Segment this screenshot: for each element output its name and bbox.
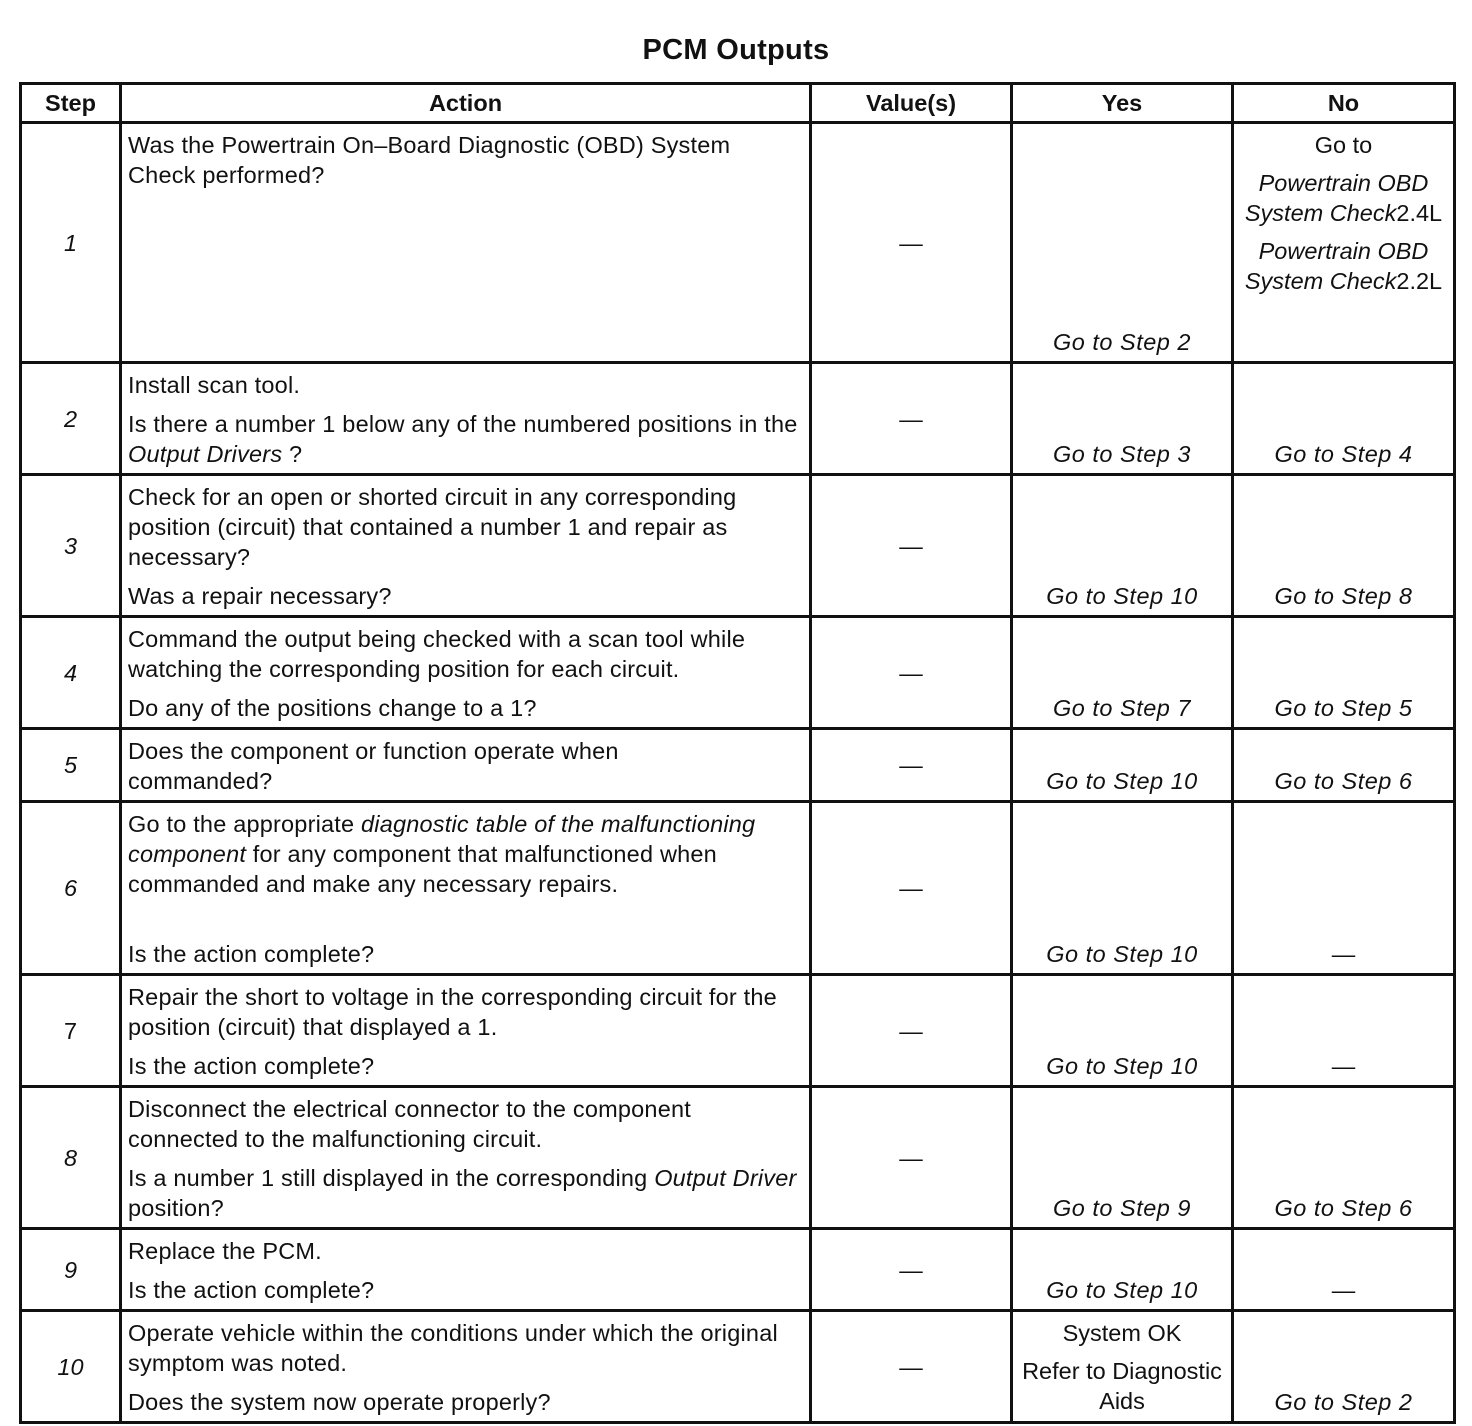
action-text: Install scan tool.: [128, 372, 301, 398]
no-link[interactable]: Go to Step 5: [1274, 695, 1413, 721]
no-link-2-2l[interactable]: Powertrain OBD System Check2.2L: [1244, 238, 1443, 294]
step-number: 4: [21, 617, 121, 729]
no-link-2-4l[interactable]: Powertrain OBD System Check2.4L: [1244, 170, 1443, 226]
action-text: Replace the PCM.: [128, 1238, 322, 1264]
yes-cell: [1012, 729, 1233, 802]
step-number: 2: [21, 363, 121, 475]
value-cell: —: [811, 802, 1012, 975]
step-number: 9: [21, 1229, 121, 1311]
no-cell: [1233, 363, 1455, 475]
yes-link[interactable]: Go to Step 10: [1046, 768, 1198, 794]
value-cell: —: [811, 617, 1012, 729]
yes-cell: [1012, 363, 1233, 475]
table-row-step-1: [21, 123, 1455, 363]
action-question: Is there a number 1 below any of the numbered positions in the Output Drivers ?: [128, 411, 798, 467]
yes-system-ok: System OK: [1062, 1320, 1182, 1346]
yes-link[interactable]: Go to Step 9: [1053, 1195, 1191, 1221]
yes-refer-link[interactable]: Refer to Diagnostic Aids: [1022, 1358, 1222, 1414]
no-link[interactable]: Go to Step 6: [1274, 768, 1413, 794]
no-link[interactable]: Go to Step 4: [1274, 441, 1413, 467]
yes-cell: [1012, 123, 1233, 363]
no-cell: [1233, 123, 1455, 363]
table-row-step-4: [21, 617, 1455, 729]
yes-link[interactable]: Go to Step 10: [1046, 1277, 1198, 1303]
step-number: 6: [21, 802, 121, 975]
no-cell: [1233, 1311, 1455, 1423]
action-text: Repair the short to voltage in the corresponding circuit for the position (circuit) that displayed a 1.: [128, 984, 777, 1040]
action-question: Is the action complete?: [128, 941, 375, 967]
step-number: 3: [21, 475, 121, 617]
header-action: Action: [121, 84, 811, 123]
no-cell: [1233, 1087, 1455, 1229]
action-text: Was the Powertrain On–Board Diagnostic (OBD) System Check performed?: [128, 132, 731, 188]
yes-link[interactable]: Go to Step 2: [1053, 329, 1191, 355]
action-cell: [121, 475, 811, 617]
table-row-step-5: [21, 729, 1455, 802]
step-number: 8: [21, 1087, 121, 1229]
yes-link[interactable]: Go to Step 10: [1046, 583, 1198, 609]
yes-cell: [1012, 475, 1233, 617]
value-cell: —: [811, 975, 1012, 1087]
header-step: Step: [21, 84, 121, 123]
no-cell: [1233, 1229, 1455, 1311]
value-cell: —: [811, 123, 1012, 363]
no-intro: Go to: [1314, 132, 1373, 158]
action-text: Disconnect the electrical connector to the component connected to the malfunctioning circuit.: [128, 1096, 691, 1152]
value-cell: —: [811, 729, 1012, 802]
action-text: Check for an open or shorted circuit in any corresponding position (circuit) that contained a number 1 and repair as necessary?: [128, 484, 737, 570]
no-link[interactable]: Go to Step 2: [1274, 1389, 1413, 1415]
step-number: 1: [21, 123, 121, 363]
table-row-step-7: [21, 975, 1455, 1087]
action-question: Does the system now operate properly?: [128, 1389, 551, 1415]
action-cell: [121, 617, 811, 729]
header-values: Value(s): [811, 84, 1012, 123]
action-question: Do any of the positions change to a 1?: [128, 695, 537, 721]
yes-cell: [1012, 1087, 1233, 1229]
value-cell: —: [811, 475, 1012, 617]
action-question: Is a number 1 still displayed in the corresponding Output Driver position?: [128, 1165, 797, 1221]
header-no: No: [1233, 84, 1455, 123]
action-text: Does the component or function operate when commanded?: [128, 738, 619, 794]
action-cell: [121, 1311, 811, 1423]
no-dash: —: [1331, 941, 1356, 967]
yes-link[interactable]: Go to Step 10: [1046, 941, 1198, 967]
action-text: Go to the appropriate diagnostic table of the malfunctioning component for any component that malfunctioned when commanded and make any necessary repairs.: [128, 811, 756, 897]
value-cell: —: [811, 1229, 1012, 1311]
table-row-step-6: [21, 802, 1455, 975]
table-row-step-2: [21, 363, 1455, 475]
header-yes: Yes: [1012, 84, 1233, 123]
no-cell: [1233, 617, 1455, 729]
action-text: Command the output being checked with a scan tool while watching the corresponding position for each circuit.: [128, 626, 746, 682]
action-text: Operate vehicle within the conditions under which the original symptom was noted.: [128, 1320, 778, 1376]
no-link[interactable]: Go to Step 6: [1274, 1195, 1413, 1221]
no-cell: [1233, 729, 1455, 802]
no-dash: —: [1331, 1053, 1356, 1079]
value-cell: —: [811, 1087, 1012, 1229]
table-row-step-10: [21, 1311, 1455, 1423]
no-link[interactable]: Go to Step 8: [1274, 583, 1413, 609]
action-cell: [121, 363, 811, 475]
yes-cell: [1012, 975, 1233, 1087]
yes-cell: [1012, 617, 1233, 729]
action-cell: [121, 729, 811, 802]
action-cell: [121, 975, 811, 1087]
action-question: Was a repair necessary?: [128, 583, 392, 609]
action-question: Is the action complete?: [128, 1053, 375, 1079]
value-cell: —: [811, 1311, 1012, 1423]
no-cell: [1233, 975, 1455, 1087]
table-row-step-3: [21, 475, 1455, 617]
yes-cell: [1012, 1311, 1233, 1423]
step-number: 10: [21, 1311, 121, 1423]
action-question: Is the action complete?: [128, 1277, 375, 1303]
page-title: PCM Outputs: [642, 34, 830, 66]
action-cell: [121, 802, 811, 975]
table-row-step-9: [21, 1229, 1455, 1311]
yes-link[interactable]: Go to Step 10: [1046, 1053, 1198, 1079]
table-row-step-8: [21, 1087, 1455, 1229]
action-cell: [121, 123, 811, 363]
value-cell: —: [811, 363, 1012, 475]
yes-link[interactable]: Go to Step 7: [1053, 695, 1191, 721]
no-dash: —: [1331, 1277, 1356, 1303]
no-cell: [1233, 802, 1455, 975]
no-cell: [1233, 475, 1455, 617]
action-cell: [121, 1087, 811, 1229]
diagnostic-table: [19, 82, 1456, 1424]
step-number: 5: [21, 729, 121, 802]
yes-cell: [1012, 802, 1233, 975]
header-row: [21, 84, 1455, 123]
yes-link[interactable]: Go to Step 3: [1053, 441, 1191, 467]
step-number: 7: [21, 975, 121, 1087]
action-cell: [121, 1229, 811, 1311]
yes-cell: [1012, 1229, 1233, 1311]
